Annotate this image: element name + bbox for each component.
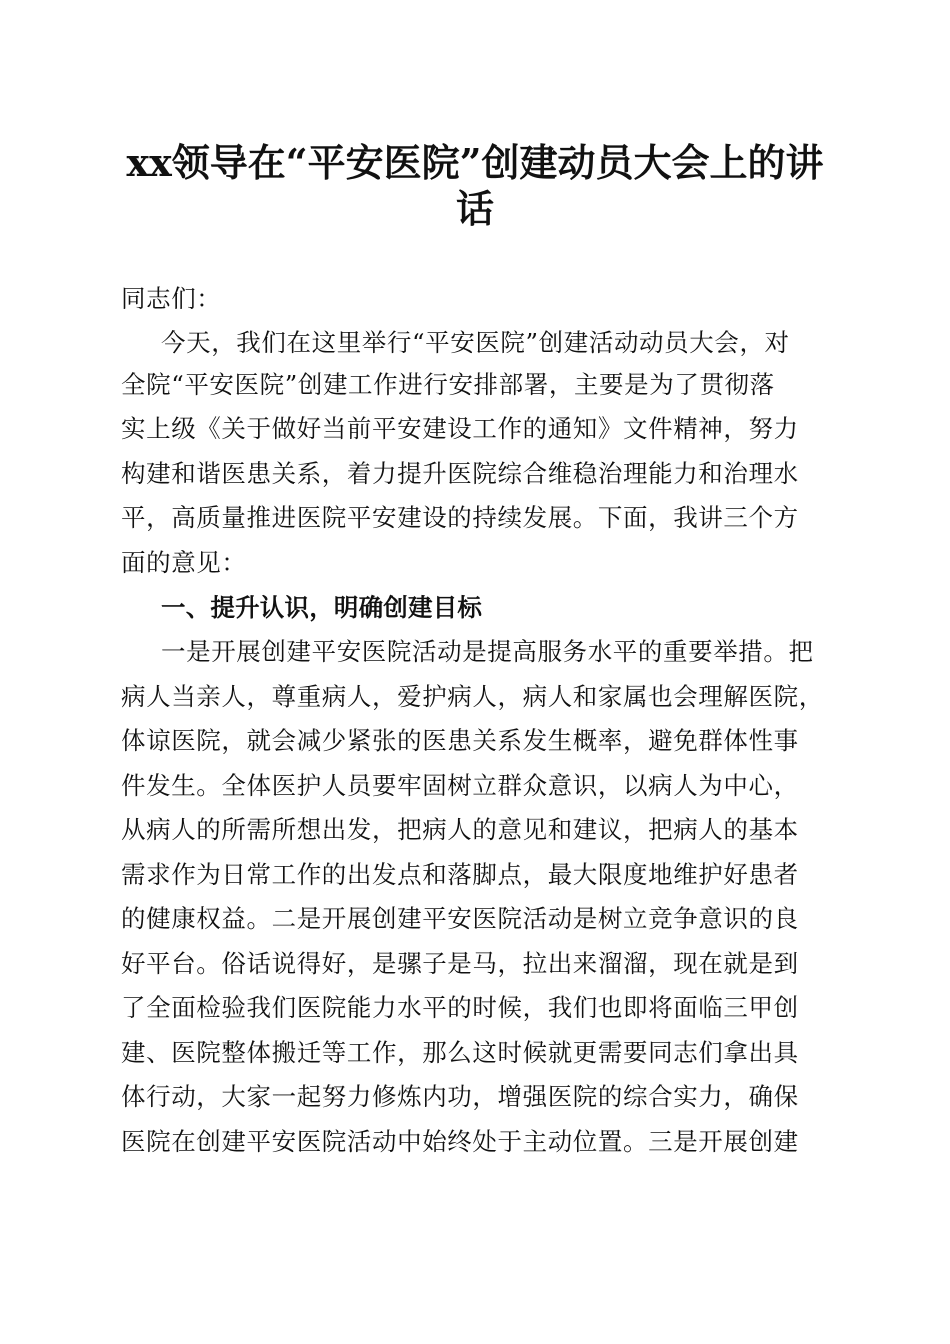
paragraph-line: 体谅医院，就会减少紧张的医患关系发生概率，避免群体性事 <box>121 726 799 755</box>
paragraph-line: 件发生。全体医护人员要牢固树立群众意识，以病人为中心， <box>121 771 799 800</box>
document-title-line-1: xx领导在“平安医院”创建动员大会上的讲 <box>126 140 824 185</box>
paragraph-line: 全院“平安医院”创建工作进行安排部署，主要是为了贯彻落 <box>121 370 775 399</box>
paragraph-line: 构建和谐医患关系，着力提升医院综合维稳治理能力和治理水 <box>121 459 799 488</box>
paragraph-line: 实上级《关于做好当前平安建设工作的通知》文件精神，努力 <box>121 414 799 443</box>
paragraph-line: 一是开展创建平安医院活动是提高服务水平的重要举措。把 <box>161 637 814 666</box>
paragraph-line: 今天，我们在这里举行“平安医院”创建活动动员大会，对 <box>161 328 790 357</box>
paragraph-line: 面的意见： <box>121 548 247 577</box>
document-title-line-2: 话 <box>455 186 494 231</box>
paragraph-line: 医院在创建平安医院活动中始终处于主动位置。三是开展创建 <box>121 1127 799 1156</box>
paragraph-line: 了全面检验我们医院能力水平的时候，我们也即将面临三甲创 <box>121 993 799 1022</box>
paragraph-line: 体行动，大家一起努力修炼内功，增强医院的综合实力，确保 <box>121 1082 799 1111</box>
paragraph-line: 平，高质量推进医院平安建设的持续发展。下面，我讲三个方 <box>121 503 799 532</box>
paragraph-line: 从病人的所需所想出发，把病人的意见和建议，把病人的基本 <box>121 815 799 844</box>
paragraph-line: 病人当亲人，尊重病人，爱护病人，病人和家属也会理解医院， <box>121 682 824 711</box>
paragraph-line: 建、医院整体搬迁等工作，那么这时候就更需要同志们拿出具 <box>121 1038 799 1067</box>
paragraph-line: 需求作为日常工作的出发点和落脚点，最大限度地维护好患者 <box>121 860 799 889</box>
paragraph-line: 好平台。俗话说得好，是骡子是马，拉出来溜溜，现在就是到 <box>121 949 799 978</box>
salutation: 同志们： <box>121 284 222 313</box>
section-heading: 一、提升认识，明确创建目标 <box>161 593 483 622</box>
paragraph-line: 的健康权益。二是开展创建平安医院活动是树立竞争意识的良 <box>121 904 799 933</box>
